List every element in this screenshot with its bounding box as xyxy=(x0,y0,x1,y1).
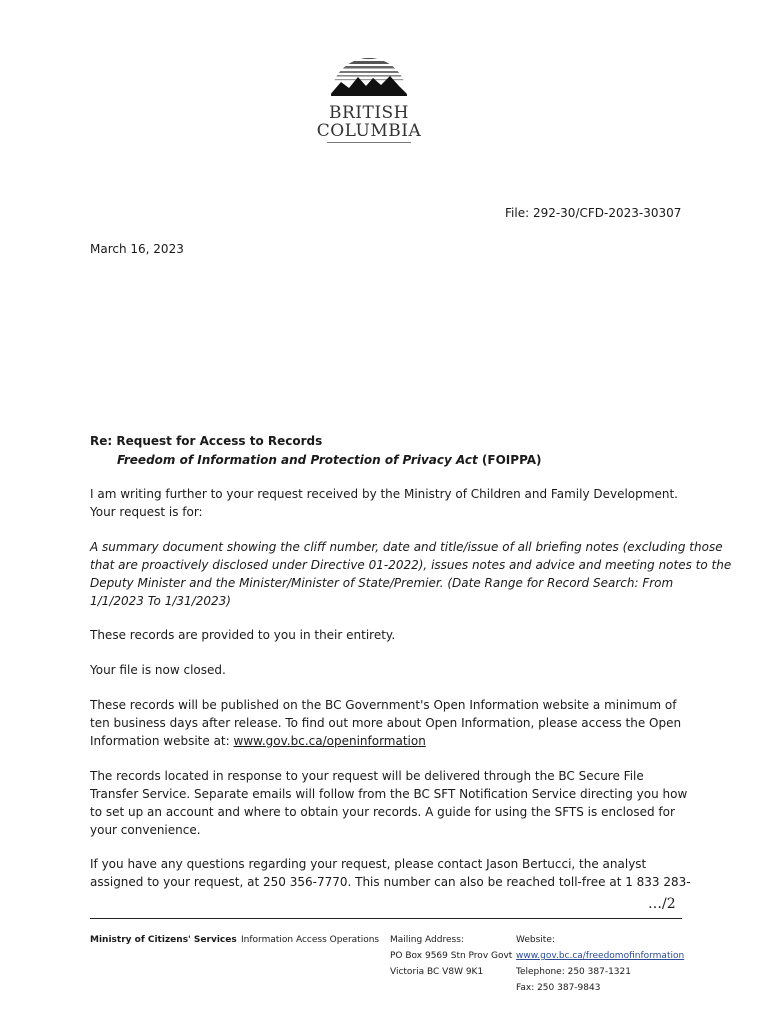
logo-wordmark-british: BRITISH xyxy=(328,103,410,123)
logo-underline xyxy=(327,142,411,143)
paragraph-line: The records located in response to your request will be delivered through the BC Secure File xyxy=(90,769,644,783)
sun-mountains-emblem-icon xyxy=(311,44,427,104)
paragraph-line: I am writing further to your request received by the Ministry of Children and Family Development. xyxy=(90,487,678,501)
paragraph-line: your convenience. xyxy=(90,823,201,837)
file-number: File: 292-30/CFD-2023-30307 xyxy=(505,206,682,220)
paragraph-entirety xyxy=(90,626,682,644)
footer-website-link[interactable]: www.gov.bc.ca/freedomofinformation xyxy=(516,951,685,961)
paragraph-line: 1/1/2023 To 1/31/2023) xyxy=(90,594,231,608)
footer-contact xyxy=(516,932,684,996)
footer-office-name: Information Access Operations xyxy=(241,935,380,945)
paragraph-line: Deputy Minister and the Minister/Minister of State/Premier. (Date Range for Record Search: From xyxy=(90,576,674,590)
paragraph-closed xyxy=(90,661,682,679)
footer-website-label: Website: xyxy=(516,935,555,945)
paragraph-line: These records are provided to you in their entirety. xyxy=(90,628,396,642)
request-text xyxy=(90,538,732,610)
bc-government-logo xyxy=(311,44,427,148)
paragraph-line: Transfer Service. Separate emails will follow from the BC SFT Notification Service directing you how xyxy=(90,787,688,801)
paragraph-line: Your request is for: xyxy=(90,505,203,519)
paragraph-line: that are proactively disclosed under Directive 01-2022), issues notes and advice and meeting notes to the xyxy=(90,558,732,572)
subject-line: Re: Request for Access to Records xyxy=(90,434,323,448)
paragraph-line: assigned to your request, at 250 356-7770. This number can also be reached toll-free at 1 833 283- xyxy=(90,875,691,889)
act-acronym: (FOIPPA) xyxy=(477,453,542,467)
paragraph-sfts xyxy=(90,767,688,839)
footer-mailing-address xyxy=(390,932,512,980)
footer-mailing-label: Mailing Address: xyxy=(390,935,464,945)
paragraph-line: A summary document showing the cliff number, date and title/issue of all briefing notes (excluding those xyxy=(90,540,723,554)
footer-mailing-line: PO Box 9569 Stn Prov Govt xyxy=(390,951,513,961)
paragraph-line: Your file is now closed. xyxy=(90,663,226,677)
paragraph-contact xyxy=(90,855,691,891)
paragraph-intro xyxy=(90,485,682,521)
paragraph-line: If you have any questions regarding your request, please contact Jason Bertucci, the analyst xyxy=(90,857,647,871)
paragraph-open-information xyxy=(90,696,682,750)
open-information-link[interactable]: www.gov.bc.ca/openinformation xyxy=(233,734,426,748)
footer-divider xyxy=(90,918,682,919)
link-prefix: Information website at: xyxy=(90,734,234,748)
paragraph-line: ten business days after release. To find out more about Open Information, please access the Open xyxy=(90,716,682,730)
footer-fax: Fax: 250 387-9843 xyxy=(516,983,601,993)
act-name-italic: Freedom of Information and Protection of Privacy Act xyxy=(117,453,478,467)
footer-ministry-name: Ministry of Citizens' Services xyxy=(90,935,237,945)
logo-wordmark-columbia: COLUMBIA xyxy=(316,121,422,141)
paragraph-line: to set up an account and where to obtain your records. A guide for using the SFTS is enclosed for xyxy=(90,805,675,819)
act-name xyxy=(117,451,542,469)
page-continuation-marker: …/2 xyxy=(648,896,676,912)
footer-ministry xyxy=(90,932,237,948)
footer-office xyxy=(241,932,379,948)
paragraph-line: These records will be published on the BC Government's Open Information website a minimum of xyxy=(90,698,677,712)
paragraph-line xyxy=(90,732,682,750)
letter-date: March 16, 2023 xyxy=(90,242,184,256)
footer-mailing-line: Victoria BC V8W 9K1 xyxy=(390,967,484,977)
footer-telephone: Telephone: 250 387-1321 xyxy=(516,967,631,977)
